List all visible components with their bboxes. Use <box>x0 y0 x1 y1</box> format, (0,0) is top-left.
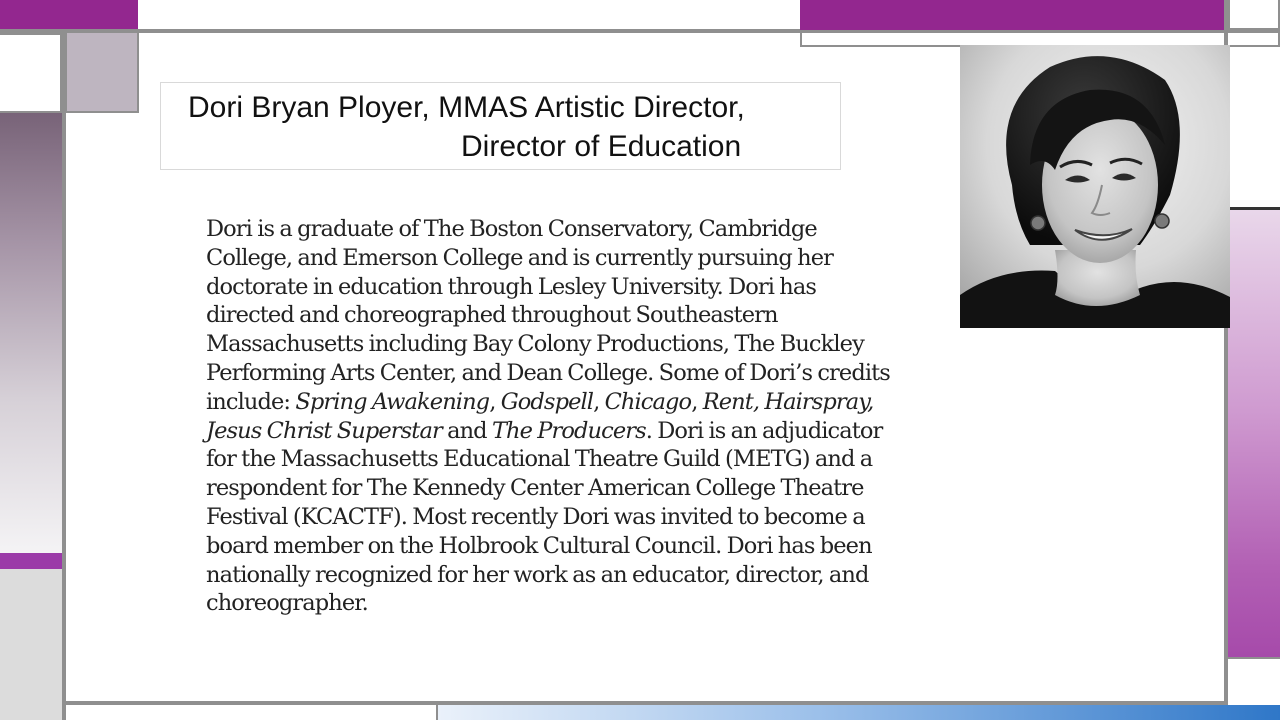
slide-title-box <box>160 82 841 170</box>
credit-title: Chicago <box>604 388 692 415</box>
bio-line: College, and Emerson College and is currently pursuing her <box>206 244 834 271</box>
slide-title-line-2: Director of Education <box>461 130 742 163</box>
bio-line: directed and choreographed throughout Southeastern <box>206 302 778 329</box>
left-gray-square <box>65 33 139 113</box>
credit-title: Jesus Christ Superstar <box>206 417 442 444</box>
bio-line: choreographer. <box>206 590 368 617</box>
right-white-panel <box>1228 47 1280 207</box>
bio-text: and <box>441 417 492 444</box>
credit-title: The Producers <box>491 417 646 444</box>
bio-line-credits-2 <box>206 417 1006 446</box>
credit-title: Rent, Hairspray, <box>702 388 874 415</box>
credit-title: Spring Awakening <box>295 388 490 415</box>
bio-line: Dori is a graduate of The Boston Conservatory, Cambridge <box>206 216 817 242</box>
bottom-blue-gradient-bar <box>438 705 1280 720</box>
bio-line: Performing Arts Center, and Dean College. Some of Dori’s credits <box>206 359 890 386</box>
bio-line-credits <box>206 388 1006 417</box>
left-purple-stripe <box>0 553 62 569</box>
top-right-corner-box <box>1228 0 1280 30</box>
credit-title: Godspell <box>500 388 594 415</box>
bio-text: , <box>489 388 501 415</box>
bio-text: include: <box>206 388 296 415</box>
bio-line: respondent for The Kennedy Center American College Theatre <box>206 475 864 502</box>
biography-text <box>206 215 1006 618</box>
bottom-white-strip <box>66 705 438 720</box>
left-white-box <box>0 33 62 113</box>
bio-text: . Dori is an adjudicator <box>645 417 883 444</box>
bio-line: board member on the Holbrook Cultural Council. Dori has been <box>206 532 872 559</box>
slide-title-line-1: Dori Bryan Ployer, MMAS Artistic Director, <box>188 91 745 124</box>
top-left-purple-bar <box>0 0 138 30</box>
left-gradient-panel <box>0 113 62 553</box>
bio-line: Festival (KCACTF). Most recently Dori was invited to become a <box>206 503 865 530</box>
bio-line: Massachusetts including Bay Colony Productions, The Buckley <box>206 331 864 358</box>
left-frame-line <box>62 33 66 720</box>
bio-line: nationally recognized for her work as an educator, director, and <box>206 561 869 588</box>
bio-line: for the Massachusetts Educational Theatre Guild (METG) and a <box>206 446 873 473</box>
left-bottom-gray-panel <box>0 569 62 720</box>
bio-text: , <box>691 388 703 415</box>
top-right-purple-bar <box>800 0 1224 30</box>
right-gradient-panel <box>1228 207 1280 657</box>
bio-line: doctorate in education through Lesley University. Dori has <box>206 273 817 300</box>
bio-text: , <box>593 388 605 415</box>
